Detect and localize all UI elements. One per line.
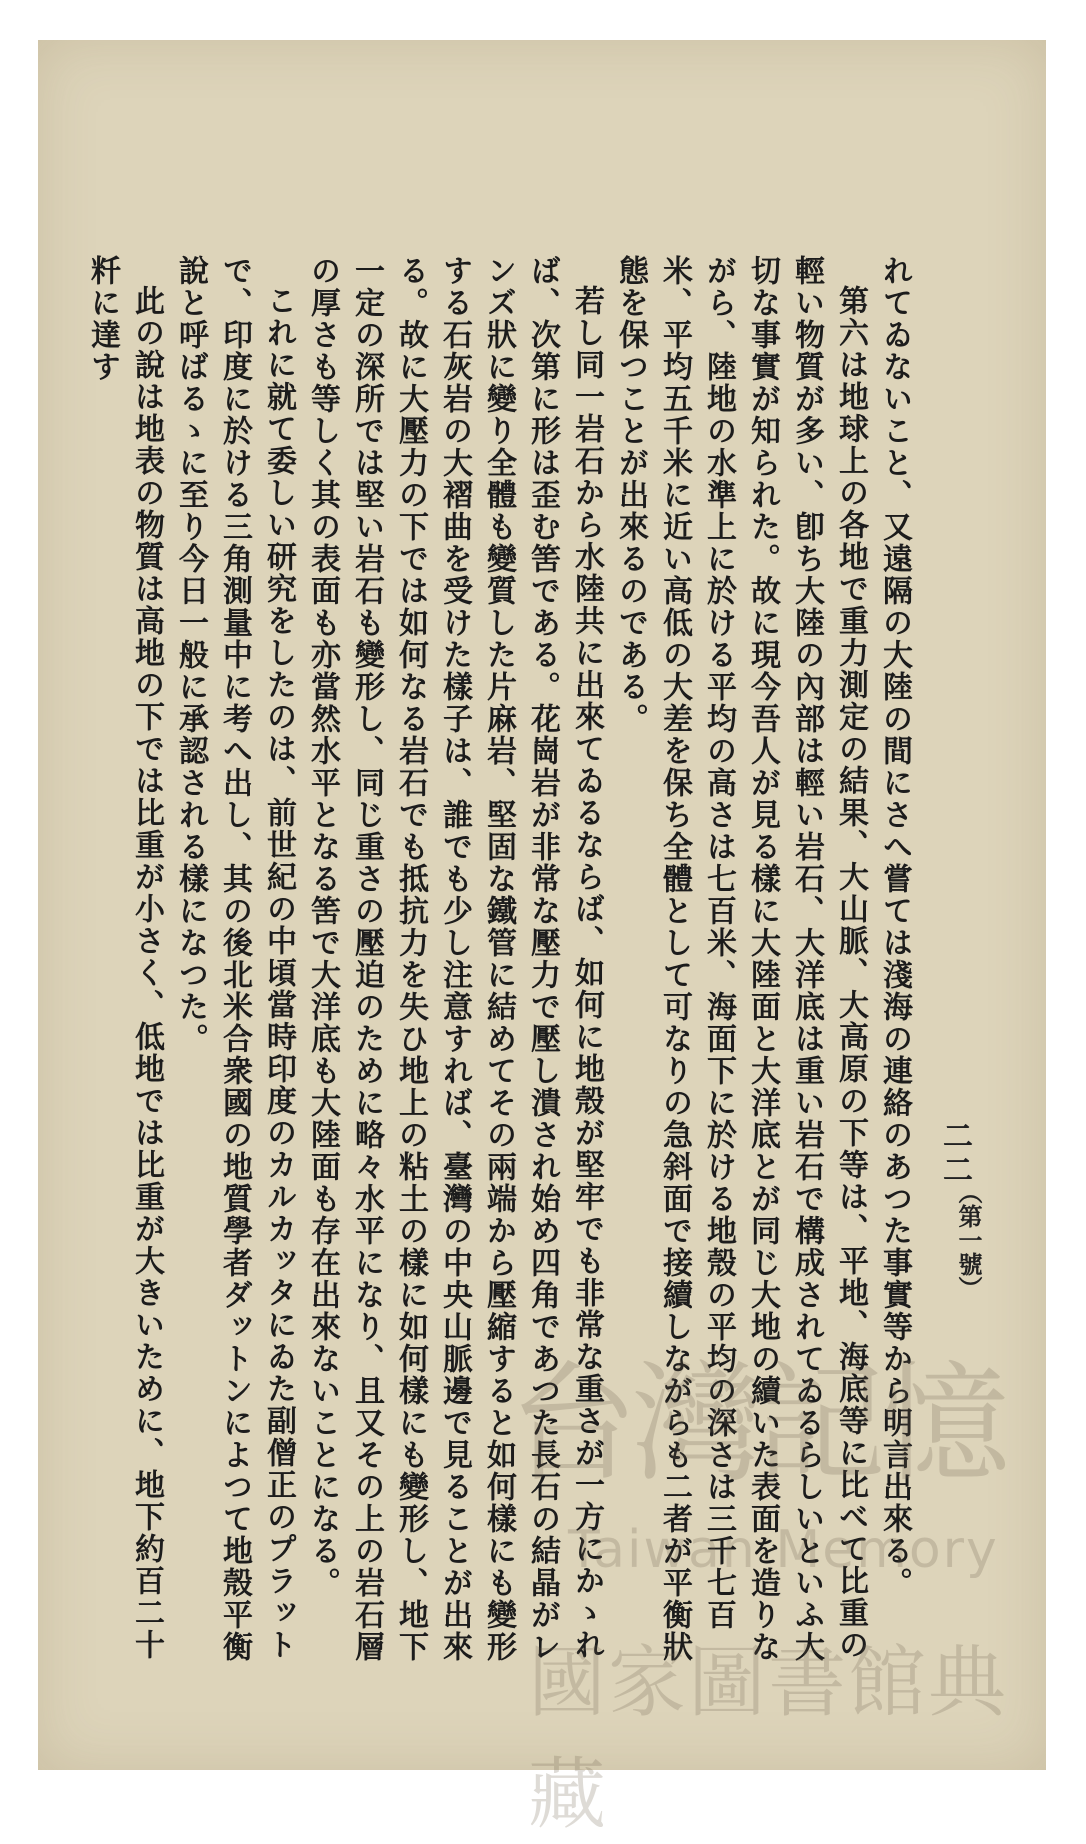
body-text bbox=[80, 255, 916, 1685]
paragraph: れてゐないこと、又遠隔の大陸の間にさへ嘗ては淺海の連絡のあつた事實等から明言出來る。 bbox=[877, 255, 912, 1599]
paragraph: これに就て委しい研究をしたのは、前世紀の中頃當時印度のカルカッタにゐた副僧正のプラットで、印度に於ける三角測量中に考へ出し、其の後北米合衆國の地質學者ダットンによつて地殼平衡說と呼ばるゝに至り今日一般に承認される樣になつた。 bbox=[173, 255, 296, 1663]
issue-label: （第一號） bbox=[954, 1180, 983, 1300]
watermark-english: Taiwan Memory bbox=[568, 1520, 999, 1580]
watermark-footer: 國家圖書館典藏 bbox=[528, 1638, 1009, 1840]
scanned-page bbox=[38, 40, 1046, 1840]
paragraph: 此の說は地表の物質は高地の下では比重が小さく、低地では比重が大きいために、地下約百二十粁に達す bbox=[85, 255, 164, 1661]
page-number: 二二 bbox=[937, 1120, 972, 1188]
paragraph: 第六は地球上の各地で重力測定の結果、大山脈、大高原の下等は、平地、海底等に比べて比重の輕い物質が多い、卽ち大陸の內部は輕い岩石、大洋底は重い岩石で構成されてゐるらしいといふ大切な事實が知られた。故に現今吾人が見る樣に大陸面と大洋底とが同じ大地の續いた表面を造りながら、陸地の水準上に於ける平均の高さは七百米、海面下に於ける地殼の平均の深さは三千七百米、平均五千米に近い高低の大差を保ち全體として可なりの急斜面で接續しながらも二者が平衡狀態を保つことが出來るのである。 bbox=[613, 255, 868, 1663]
paragraph: 若し同一岩石から水陸共に出來てゐるならば、如何に地殼が堅牢でも非常な重さが一方にかゝれば、次第に形は歪む筈である。花崗岩が非常な壓力で壓し潰され始め四角であつた長石の結晶がレンズ狀に變り全體も變質した片麻岩、堅固な鐵管に結めてその兩端から壓縮すると如何樣にも變形する石灰岩の大褶曲を受けた樣子は、誰でも少し注意すれば、臺灣の中央山脈邊で見ることが出來る。故に大壓力の下では如何なる岩石でも抵抗力を失ひ地上の粘土の樣に如何樣にも變形し、地下一定の深所では堅い岩石も變形し、同じ重さの壓迫のために略々水平になり、且又その上の岩石層の厚さも等しく其の表面も亦當然水平となる筈で大洋底も大陸面も存在出來ないことになる。 bbox=[305, 255, 604, 1663]
watermark-glyphs: 台灣記憶 bbox=[508, 1348, 1005, 1500]
